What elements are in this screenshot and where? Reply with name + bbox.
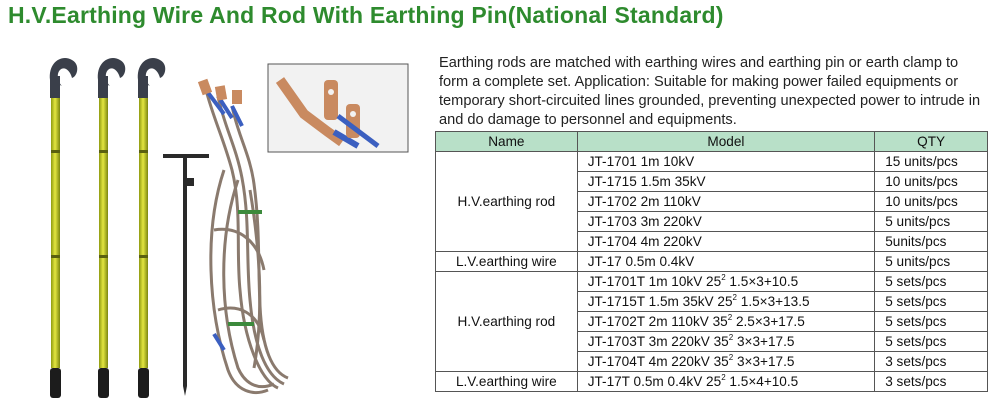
table-row [436, 152, 988, 172]
page-title: H.V.Earthing Wire And Rod With Earthing Pin(National Standard) [8, 2, 724, 28]
product-photo [28, 50, 428, 410]
model-cell: JT-1704 4m 220kV [577, 232, 875, 252]
table-row [436, 272, 988, 292]
group-name: H.V.earthing rod [436, 272, 578, 372]
qty-cell: 5 units/pcs [875, 252, 988, 272]
model-cell: JT-1715T 1.5m 35kV $25^2$ 1.5×3+13.5 [577, 292, 875, 312]
qty-cell: 15 units/pcs [875, 152, 988, 172]
table-row [436, 372, 988, 392]
qty-cell: 5 sets/pcs [875, 332, 988, 352]
group-name: H.V.earthing rod [436, 152, 578, 252]
model-cell: JT-1701T 1m 10kV $25^2$ 1.5×3+10.5 [577, 272, 875, 292]
table-row [436, 252, 988, 272]
header-name: Name [436, 132, 578, 152]
model-cell: JT-17T 0.5m 0.4kV $25^2$ 1.5×4+10.5 [577, 372, 875, 392]
model-cell: JT-1701 1m 10kV [577, 152, 875, 172]
earthing-rod-2 [98, 58, 125, 398]
model-cell: JT-1715 1.5m 35kV [577, 172, 875, 192]
spec-table [435, 131, 988, 392]
qty-cell: 5 sets/pcs [875, 292, 988, 312]
group-name: L.V.earthing wire [436, 252, 578, 272]
earthing-rod-1 [50, 58, 77, 398]
qty-cell: 10 units/pcs [875, 172, 988, 192]
qty-cell: 5 sets/pcs [875, 272, 988, 292]
qty-cell: 3 sets/pcs [875, 352, 988, 372]
product-description: Earthing rods are matched with earthing wires and earthing pin or earth clamp to form a complete set. Application: Suitable for making power failed equipments or temporary short-circuited lines grounded, preventing unexpected power to intrude in and do damage to personnel and equipments. [439, 55, 981, 128]
earthing-pin [163, 154, 209, 396]
model-cell: JT-1703T 3m 220kV $35^2$ 3×3+17.5 [577, 332, 875, 352]
qty-cell: 3 sets/pcs [875, 372, 988, 392]
qty-cell: 5 sets/pcs [875, 312, 988, 332]
earthing-rod-3 [138, 58, 165, 398]
qty-cell: 5units/pcs [875, 232, 988, 252]
model-cell: JT-1702 2m 110kV [577, 192, 875, 212]
model-cell: JT-1702T 2m 110kV $35^2$ 2.5×3+17.5 [577, 312, 875, 332]
clamp-detail-inset [268, 64, 408, 152]
group-name: L.V.earthing wire [436, 372, 578, 392]
qty-cell: 10 units/pcs [875, 192, 988, 212]
header-model: Model [577, 132, 875, 152]
qty-cell: 5 units/pcs [875, 212, 988, 232]
spec-table-header [436, 132, 988, 152]
model-cell: JT-1703 3m 220kV [577, 212, 875, 232]
header-qty: QTY [875, 132, 988, 152]
model-cell: JT-1704T 4m 220kV $35^2$ 3×3+17.5 [577, 352, 875, 372]
model-cell: JT-17 0.5m 0.4kV [577, 252, 875, 272]
